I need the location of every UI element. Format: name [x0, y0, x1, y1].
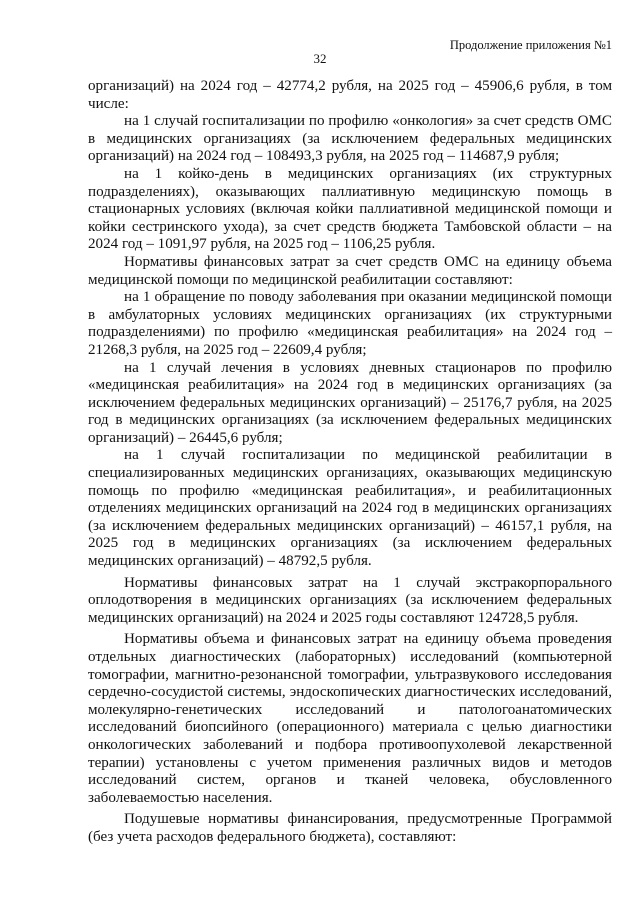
- paragraph-rehabilitation-outpatient: на 1 обращение по поводу заболевания при оказании медицинской помощи в амбулаторных условиях медицинских организациях (их структурными подразделениями) по профилю «медицинская реабилитация» на 2024 год – 21268,3 рубля, на 2025 год – 22609,4 рубля;: [88, 289, 612, 358]
- paragraph-diagnostic-studies: Нормативы объема и финансовых затрат на единицу объема проведения отдельных диагностических (лабораторных) исследований (компьютерной томографии, магнитно-резонансной томографии, ультразвукового исследования сердечно-сосудистой системы, эндоскопических диагностических исследований, молекулярно-генетических исследований и патологоанатомических исследований биопсийного (операционного) материала с целью диагностики онкологических заболеваний и подбора противоопухолевой лекарственной терапии) установлены с учетом применения различных видов и методов исследований систем, органов и тканей человека, обусловленного заболеваемостью населения.: [88, 631, 612, 806]
- paragraph-continuation: организаций) на 2024 год – 42774,2 рубля, на 2025 год – 45906,6 рубля, в том числе:: [88, 78, 612, 112]
- paragraph-rehabilitation-hospitalization: на 1 случай госпитализации по медицинской реабилитации в специализированных медицинских организациях, оказывающих медицинскую помощь по профилю «медицинская реабилитация», и реабилитационных отделениях медицинских организаций на 2024 год в медицинских организациях (за исключением федеральных медицинских организаций) – 46157,1 рубля, на 2025 год в медицинских организациях (за исключением федеральных медицинских организаций) – 48792,5 рубля.: [88, 447, 612, 570]
- appendix-note: Продолжение приложения №1: [449, 38, 612, 52]
- paragraph-ivf: Нормативы финансовых затрат на 1 случай экстракорпорального оплодотворения в медицинских организациях (за исключением федеральных медицинских организаций) на 2024 и 2025 годы составляют 124728,5 рубля.: [88, 574, 612, 626]
- document-body: [88, 78, 612, 847]
- paragraph-rehabilitation-intro: Нормативы финансовых затрат за счет средств ОМС на единицу объема медицинской помощи по медицинской реабилитации составляют:: [88, 253, 612, 288]
- paragraph-oncology-hospitalization: на 1 случай госпитализации по профилю «онкология» за счет средств ОМС в медицинских организациях (за исключением федеральных медицинских организаций) на 2024 год – 108493,3 рубля, на 2025 год – 114687,9 рубля;: [88, 113, 612, 165]
- paragraph-palliative-bed-day: на 1 койко-день в медицинских организациях (их структурных подразделениях), оказывающих паллиативную медицинскую помощь в стационарных условиях (включая койки паллиативной медицинской помощи и койки сестринского ухода), за счет средств бюджета Тамбовской области – на 2024 год – 1091,97 рубля, на 2025 год – 1106,25 рубля.: [88, 165, 612, 253]
- paragraph-rehabilitation-day-hospital: на 1 случай лечения в условиях дневных стационаров по профилю «медицинская реабилитация» на 2024 год в медицинских организациях (за исключением федеральных медицинских организаций) – 25176,7 рубля, на 2025 год в медицинских организациях (за исключением федеральных медицинских организаций) – 26445,6 рубля;: [88, 359, 612, 446]
- page-number: 32: [313, 51, 327, 66]
- paragraph-per-capita-norms: Подушевые нормативы финансирования, предусмотренные Программой (без учета расходов федерального бюджета), составляют:: [88, 811, 612, 845]
